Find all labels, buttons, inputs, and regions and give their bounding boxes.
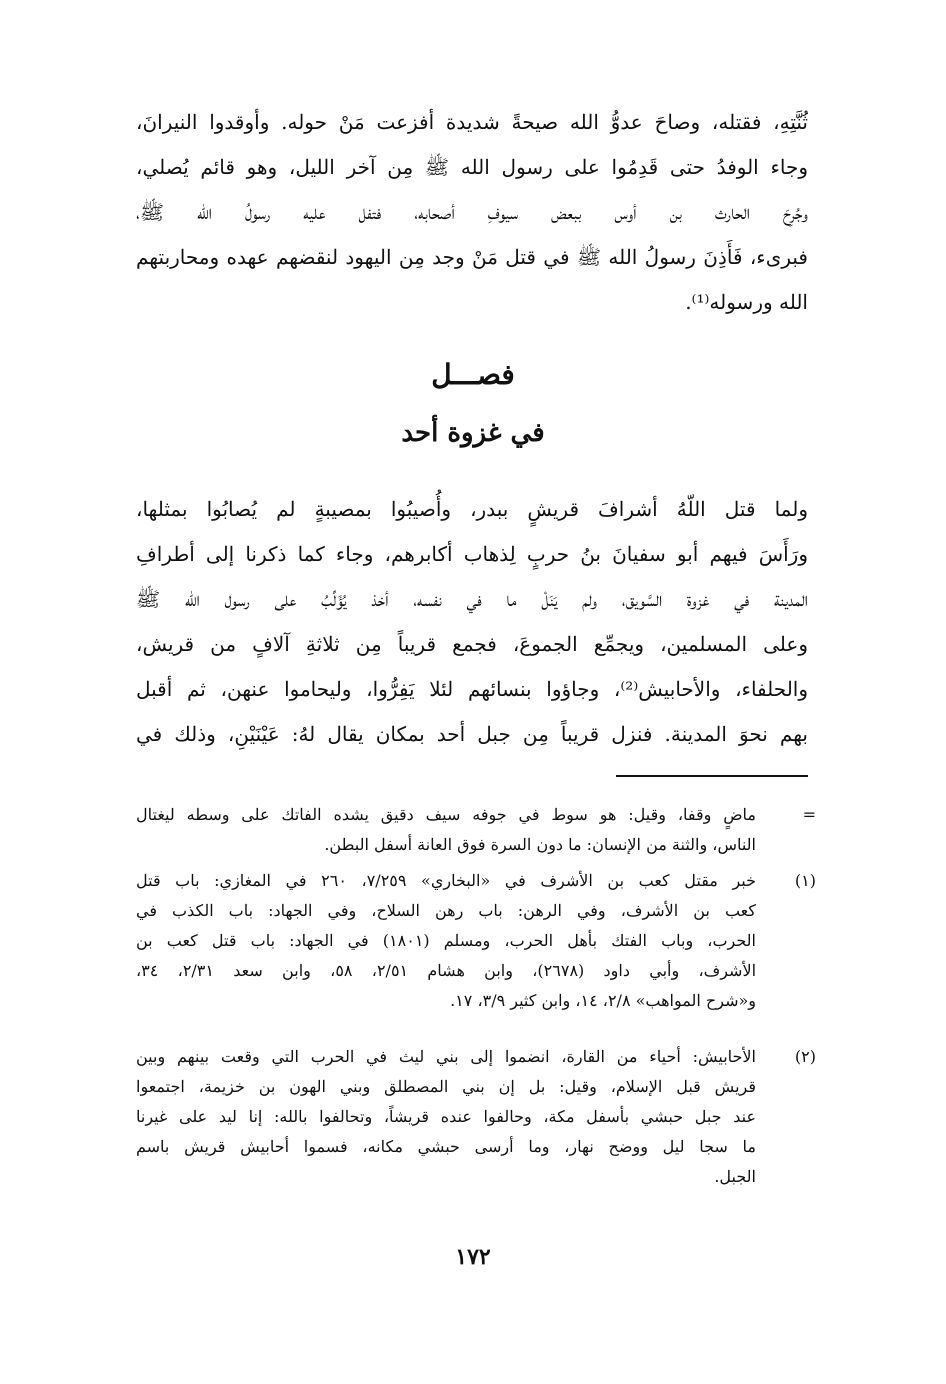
body-line: ثُنَّتِهِ، فقتله، وصاحَ عدوُّ الله صيحةً شديدة أفزعت مَنْ حوله. وأوقدوا النيرانَ، [136,110,808,134]
footnote-marker: = [802,805,816,824]
page-number: ١٧٢ [455,1244,491,1270]
body-line: فبرىء، فَأَذِنَ رسولُ الله ﷺ في قتل مَنْ وجد مِن اليهود لنقضهم عهده ومحاربتهم [136,245,808,269]
footnote-line: الجبل. [714,1167,756,1186]
footnote-line: ماضٍ وقفا، وقيل: هو سوط في جوفه سيف دقيق يشده الفاتك على وسطه ليغتال [136,805,756,824]
body-line: وجاء الوفدُ حتى قَدِمُوا على رسول الله ﷺ مِن آخر الليل، وهو قائم يُصلي، [136,155,808,179]
footnote-line: و«شرح المواهب» ٢/٨، ١٤، وابن كثير ٣/٩، ١٧. [450,991,756,1010]
footnote-2 [136,1042,826,1192]
footnote-divider [616,775,808,777]
top-paragraph [136,100,808,325]
body-line: الله ورسوله⁽¹⁾. [685,290,808,314]
footnote-1 [136,866,826,1016]
body-line: وجُرِحَ الحارث بن أوس ببعض سيوفِ أصحابه، فتفل عليه رسولُ الله ﷺ، [136,200,808,224]
footnote-line: قريش قبل الإسلام، وقيل: بل إن بني المصطلق وبني الهون بن خزيمة، اجتمعوا [136,1077,756,1096]
body-line: وعلى المسلمين، ويجمِّع الجموعَ، فجمع قريباً مِن ثلاثةِ آلافٍ من قريش، [136,632,808,656]
footnote-line: الناس، والثنة من الإنسان: ما دون السرة فوق العانة أسفل البطن. [324,835,756,854]
footnote-continuation [136,800,826,860]
footnote-line: الأحابيش: أحياء من القارة، انضموا إلى بني ليث في الحرب التي وقعت بينهم وبين [136,1047,756,1066]
footnote-marker: (١) [794,871,816,890]
footnote-line: ما سجا ليل ووضح نهار، وما أرسى حبشي مكانه، فسموا أحابيش قريش باسم [136,1137,756,1156]
footnote-line: كعب بن الأشرف، وفي الرهن: باب رهن السلاح، وفي الجهاد: باب الكذب في [136,901,756,920]
body-line: ورَأَسَ فيهم أبو سفيانَ بنُ حربٍ لِذهاب أكابرهم، وجاء كما ذكرنا إلى أطرافِ [136,542,808,566]
footnote-line: الحرب، وباب الفتك بأهل الحرب، ومسلم (١٨٠١) في الجهاد: باب قتل كعب بن [136,931,756,950]
body-line: والحلفاء، والأحابيش⁽²⁾، وجاؤوا بنسائهم لئلا يَفِرُّوا، وليحاموا عنهن، ثم أقبل [136,677,808,701]
footnote-line: الأشرف، وأبي داود (٢٦٧٨)، وابن هشام ٢/٥١، ٥٨، وابن سعد ٢/٣١، ٣٤، [136,961,756,980]
body-line: بهم نحوَ المدينة. فنزل قريباً مِن جبل أحد بمكان يقال لهُ: عَيْنَيْنِ، وذلك في [136,722,808,746]
section-heading: فصـــل [431,358,515,391]
body-line: المدينة في غزوة السَّويق، ولم يَنَلْ ما في نفسه، أخذ يُؤَلِّبُ على رسول الله ﷺ [136,587,808,611]
body-line: ولما قتل اللّهُ أشرافَ قريشٍ ببدر، وأُصيبُوا بمصيبةٍ لم يُصابُوا بمثلها، [136,497,808,521]
footnote-line: خبر مقتل كعب بن الأشرف في «البخاري» ٧/٢٥٩، ٢٦٠ في المغازي: باب قتل [136,871,756,890]
section-subheading: في غزوة أحد [401,418,545,448]
main-paragraph [136,487,808,757]
footnote-marker: (٢) [794,1047,816,1066]
footnote-line: عند جبل حبشي بأسفل مكة، وحالفوا عنده قريشاً، وتحالفوا بالله: إنا ليد على غيرنا [136,1107,756,1126]
